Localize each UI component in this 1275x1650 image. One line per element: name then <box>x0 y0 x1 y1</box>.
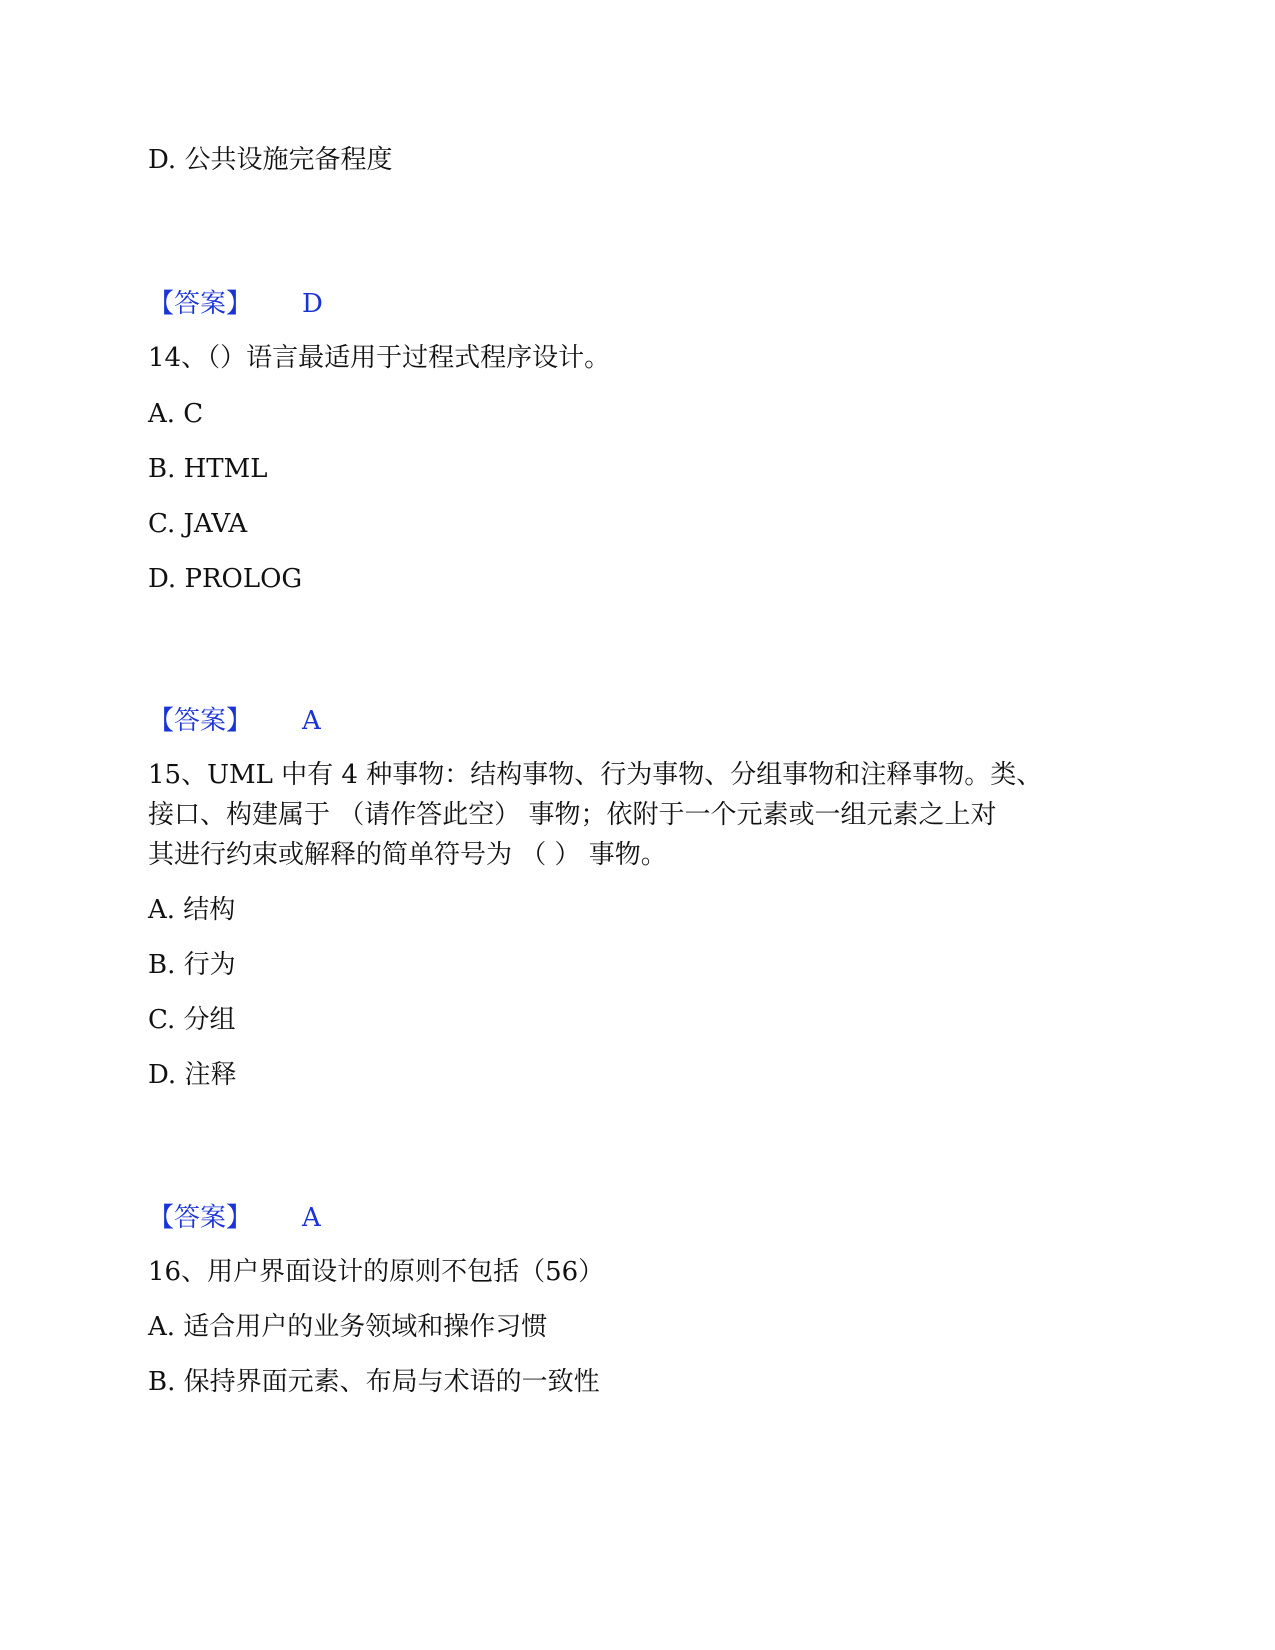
q15-answer <box>148 1200 321 1236</box>
q16-stem: 16、用户界面设计的原则不包括（56） <box>148 1257 605 1287</box>
q15-stem-line-1: 15、UML 中有 4 种事物：结构事物、行为事物、分组事物和注释事物。类、 <box>148 760 1043 790</box>
q15-option-d: D. 注释 <box>148 1060 237 1090</box>
q16-option-a: A. 适合用户的业务领域和操作习惯 <box>148 1312 548 1342</box>
q15-option-c: C. 分组 <box>148 1005 236 1035</box>
prev-option-d: D. 公共设施完备程度 <box>148 145 393 175</box>
q15-option-a: A. 结构 <box>148 895 236 925</box>
q15-option-b: B. 行为 <box>148 950 236 980</box>
answer-label: 【答案】 <box>148 1203 253 1233</box>
q14-stem: 14、（）语言最适用于过程式程序设计。 <box>148 343 611 373</box>
q14-option-a: A. C <box>148 399 204 429</box>
q16-option-b: B. 保持界面元素、布局与术语的一致性 <box>148 1367 600 1397</box>
q14-option-c: C. JAVA <box>148 509 248 539</box>
q14-option-b: B. HTML <box>148 454 268 484</box>
answer-label: 【答案】 <box>148 706 253 736</box>
q14-answer <box>148 703 321 739</box>
q15-stem-line-2: 接口、构建属于 （请作答此空） 事物；依附于一个元素或一组元素之上对 <box>148 800 997 830</box>
q15-stem-line-3: 其进行约束或解释的简单符号为 （ ） 事物。 <box>148 840 667 870</box>
prev-answer <box>148 286 323 322</box>
answer-value: A <box>302 1203 321 1233</box>
answer-value: A <box>302 706 321 736</box>
answer-label: 【答案】 <box>148 289 253 319</box>
q14-option-d: D. PROLOG <box>148 564 303 594</box>
answer-value: D <box>302 289 323 319</box>
